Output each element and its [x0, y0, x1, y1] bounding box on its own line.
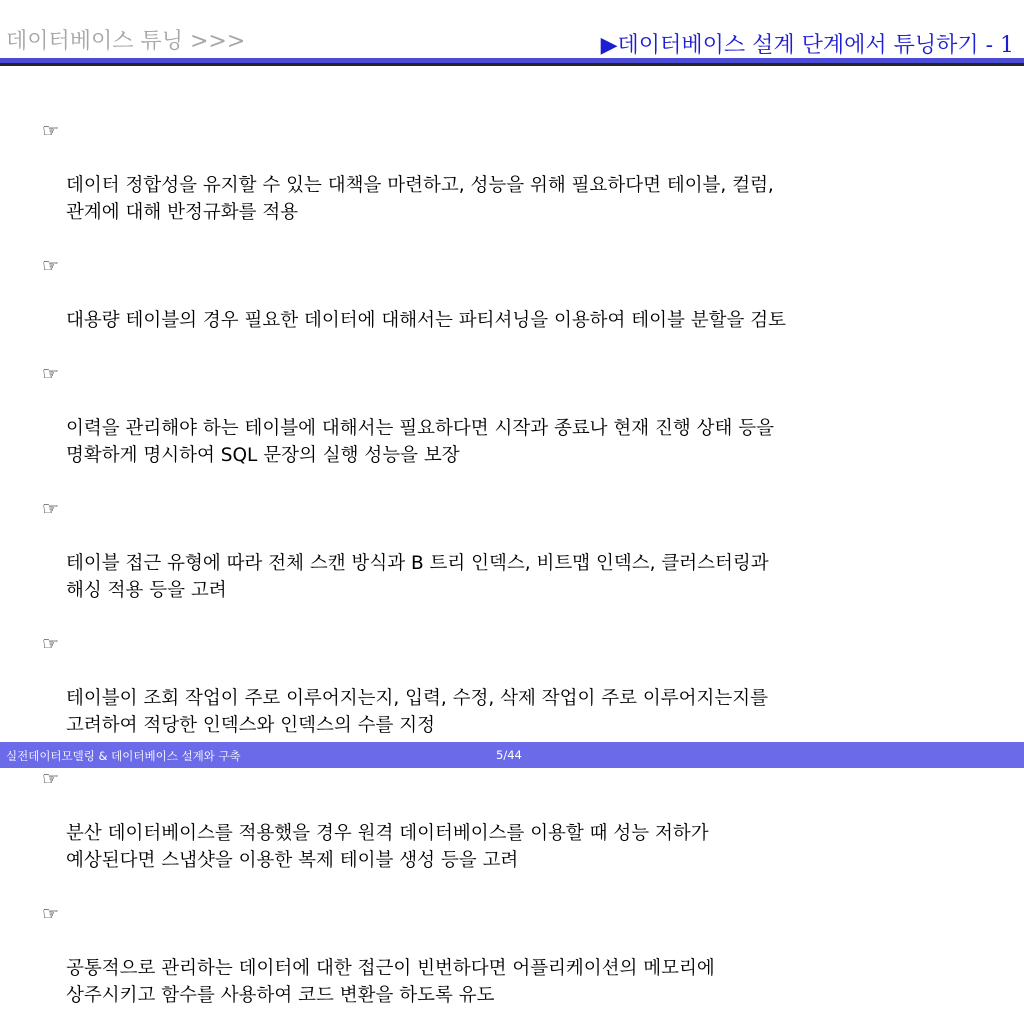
pointing-hand-icon: ☞ — [42, 120, 60, 142]
section-title: 데이터베이스 튜닝 >>> — [6, 29, 246, 54]
bullet-text: 대용량 테이블의 경우 필요한 데이터에 대해서는 파티셔닝을 이용하여 테이블 분할을 검토 — [66, 310, 787, 331]
bullet-item — [40, 118, 1000, 226]
bullet-text: 공통적으로 관리하는 데이터에 대한 접근이 빈번하다면 어플리케이션의 메모리에 상주시키고 함수를 사용하여 코드 변환을 하도록 유도 — [66, 958, 715, 1006]
slide-title: ▶데이터베이스 설계 단계에서 튜닝하기 - 1 — [600, 33, 1014, 58]
bullet-item — [40, 361, 1000, 469]
pointing-hand-icon: ☞ — [42, 363, 60, 385]
pointing-hand-icon: ☞ — [42, 768, 60, 790]
page-number: 5/44 — [496, 748, 522, 762]
pointing-hand-icon: ☞ — [42, 498, 60, 520]
bullet-list — [40, 118, 1000, 1036]
bullet-item — [40, 901, 1000, 1009]
bullet-item — [40, 496, 1000, 604]
slide-header — [0, 0, 1024, 66]
pointing-hand-icon: ☞ — [42, 255, 60, 277]
pointing-hand-icon: ☞ — [42, 633, 60, 655]
bullet-item — [40, 766, 1000, 874]
slide-footer — [0, 742, 1024, 768]
bullet-item — [40, 631, 1000, 739]
footer-course-title: 실전데이터모델링 & 데이터베이스 설계와 구축 — [6, 749, 241, 763]
bullet-text: 분산 데이터베이스를 적용했을 경우 원격 데이터베이스를 이용할 때 성능 저하가 예상된다면 스냅샷을 이용한 복제 테이블 생성 등을 고려 — [66, 823, 709, 871]
header-divider-shadow — [0, 63, 1024, 66]
bullet-text: 테이블이 조회 작업이 주로 이루어지는지, 입력, 수정, 삭제 작업이 주로 이루어지는지를 고려하여 적당한 인덱스와 인덱스의 수를 지정 — [66, 688, 768, 736]
bullet-text: 테이블 접근 유형에 따라 전체 스캔 방식과 B 트리 인덱스, 비트맵 인덱스, 클러스터링과 해싱 적용 등을 고려 — [66, 553, 769, 601]
pointing-hand-icon: ☞ — [42, 903, 60, 925]
bullet-text: 이력을 관리해야 하는 테이블에 대해서는 필요하다면 시작과 종료나 현재 진행 상태 등을 명확하게 명시하여 SQL 문장의 실행 성능을 보장 — [66, 418, 775, 466]
bullet-item — [40, 253, 1000, 334]
bullet-text: 데이터 정합성을 유지할 수 있는 대책을 마련하고, 성능을 위해 필요하다면 테이블, 컬럼, 관계에 대해 반정규화를 적용 — [66, 175, 774, 223]
